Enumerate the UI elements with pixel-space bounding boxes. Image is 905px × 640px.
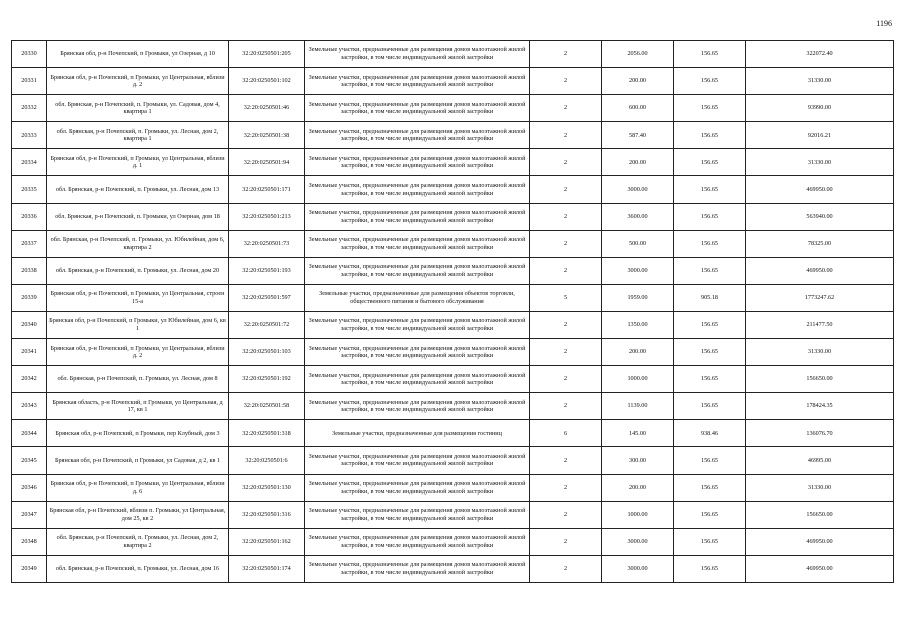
land-use-cell: Земельные участки, предназначенные для размещения домов малоэтажной жилой застройки, в том числе индивидуальной жилой застройки [305, 366, 530, 393]
use-group-cell: 2 [530, 366, 602, 393]
table-row [12, 41, 894, 68]
area-cell: 500.00 [602, 230, 674, 257]
use-group-cell: 2 [530, 95, 602, 122]
specific-value-cell: 156.65 [674, 230, 746, 257]
use-group-cell: 2 [530, 230, 602, 257]
row-number-cell: 20337 [12, 230, 47, 257]
cadastral-number-cell: 32:20:0250501:103 [229, 339, 305, 366]
land-use-cell: Земельные участки, предназначенные для размещения домов малоэтажной жилой застройки, в том числе индивидуальной жилой застройки [305, 176, 530, 203]
table-row [12, 528, 894, 555]
address-cell: обл. Брянская, р-н Почепский, п. Громыки, ул. Лесная, дом 16 [47, 555, 229, 582]
specific-value-cell: 156.65 [674, 68, 746, 95]
table-row [12, 149, 894, 176]
address-cell: обл. Брянская, р-н Почепский, п. Громыки, ул. Садовая, дом 4, квартира 1 [47, 95, 229, 122]
address-cell: Брянская область, р-н Почепский, п Громыки, ул Центральная, д 17, кв 1 [47, 393, 229, 420]
cadastral-number-cell: 32:20:0250501:318 [229, 420, 305, 447]
cadastral-number-cell: 32:20:0250501:38 [229, 122, 305, 149]
row-number-cell: 20338 [12, 257, 47, 284]
address-cell: обл. Брянская, р-н Почепский, п. Громыки, ул Озерная, дом 18 [47, 203, 229, 230]
row-number-cell: 20332 [12, 95, 47, 122]
cadastral-number-cell: 32:20:0250501:174 [229, 555, 305, 582]
land-use-cell: Земельные участки, предназначенные для размещения домов малоэтажной жилой застройки, в том числе индивидуальной жилой застройки [305, 447, 530, 474]
address-cell: Брянская обл, р-н Почепский, п Громыки, ул Центральная, вблизи д. 2 [47, 68, 229, 95]
table-row [12, 447, 894, 474]
area-cell: 1959.00 [602, 284, 674, 311]
table-row [12, 555, 894, 582]
specific-value-cell: 156.65 [674, 474, 746, 501]
area-cell: 1000.00 [602, 366, 674, 393]
specific-value-cell: 156.65 [674, 393, 746, 420]
page-number: 1196 [876, 19, 892, 28]
cadastral-number-cell: 32:20:0250501:205 [229, 41, 305, 68]
cadastral-value-cell: 469950.00 [746, 555, 894, 582]
area-cell: 1000.00 [602, 501, 674, 528]
cadastral-number-cell: 32:20:0250501:597 [229, 284, 305, 311]
land-registry-table [11, 40, 894, 583]
use-group-cell: 2 [530, 203, 602, 230]
row-number-cell: 20334 [12, 149, 47, 176]
area-cell: 200.00 [602, 474, 674, 501]
cadastral-number-cell: 32:20:0250501:6 [229, 447, 305, 474]
land-use-cell: Земельные участки, предназначенные для размещения домов малоэтажной жилой застройки, в том числе индивидуальной жилой застройки [305, 474, 530, 501]
area-cell: 1350.00 [602, 311, 674, 338]
cadastral-number-cell: 32:20:0250501:58 [229, 393, 305, 420]
use-group-cell: 2 [530, 501, 602, 528]
table-row [12, 311, 894, 338]
row-number-cell: 20349 [12, 555, 47, 582]
land-use-cell: Земельные участки, предназначенные для размещения домов малоэтажной жилой застройки, в том числе индивидуальной жилой застройки [305, 68, 530, 95]
use-group-cell: 2 [530, 122, 602, 149]
specific-value-cell: 156.65 [674, 41, 746, 68]
address-cell: обл. Брянская, р-н Почепский, п. Громыки, ул. Лесная, дом 13 [47, 176, 229, 203]
cadastral-number-cell: 32:20:0250501:72 [229, 311, 305, 338]
address-cell: обл. Брянская, р-н Почепский, п. Громыки, ул. Лесная, дом 2, квартира 2 [47, 528, 229, 555]
cadastral-value-cell: 46995.00 [746, 447, 894, 474]
table-body [12, 41, 894, 583]
cadastral-number-cell: 32:20:0250501:213 [229, 203, 305, 230]
cadastral-number-cell: 32:20:0250501:171 [229, 176, 305, 203]
area-cell: 1139.00 [602, 393, 674, 420]
cadastral-value-cell: 92016.21 [746, 122, 894, 149]
specific-value-cell: 905.18 [674, 284, 746, 311]
row-number-cell: 20330 [12, 41, 47, 68]
land-use-cell: Земельные участки, предназначенные для размещения домов малоэтажной жилой застройки, в том числе индивидуальной жилой застройки [305, 393, 530, 420]
table-row [12, 68, 894, 95]
address-cell: обл. Брянская, р-н Почепский, п. Громыки, ул. Лесная, дом 8 [47, 366, 229, 393]
row-number-cell: 20333 [12, 122, 47, 149]
cadastral-number-cell: 32:20:0250501:73 [229, 230, 305, 257]
cadastral-number-cell: 32:20:0250501:316 [229, 501, 305, 528]
area-cell: 145.00 [602, 420, 674, 447]
cadastral-value-cell: 31330.00 [746, 68, 894, 95]
row-number-cell: 20342 [12, 366, 47, 393]
use-group-cell: 2 [530, 528, 602, 555]
row-number-cell: 20340 [12, 311, 47, 338]
table-row [12, 284, 894, 311]
table-row [12, 176, 894, 203]
row-number-cell: 20343 [12, 393, 47, 420]
land-use-cell: Земельные участки, предназначенные для размещения домов малоэтажной жилой застройки, в том числе индивидуальной жилой застройки [305, 311, 530, 338]
table-row [12, 122, 894, 149]
cadastral-value-cell: 78325.00 [746, 230, 894, 257]
table-row [12, 366, 894, 393]
cadastral-value-cell: 563940.00 [746, 203, 894, 230]
specific-value-cell: 156.65 [674, 176, 746, 203]
specific-value-cell: 156.65 [674, 257, 746, 284]
specific-value-cell: 156.65 [674, 203, 746, 230]
land-use-cell: Земельные участки, предназначенные для размещения домов малоэтажной жилой застройки, в том числе индивидуальной жилой застройки [305, 339, 530, 366]
address-cell: Брянская обл, р-н Почепский, п Громыки, ул Озерная, д 10 [47, 41, 229, 68]
row-number-cell: 20345 [12, 447, 47, 474]
table-row [12, 474, 894, 501]
area-cell: 600.00 [602, 95, 674, 122]
land-use-cell: Земельные участки, предназначенные для размещения домов малоэтажной жилой застройки, в том числе индивидуальной жилой застройки [305, 122, 530, 149]
table-row [12, 339, 894, 366]
cadastral-value-cell: 156650.00 [746, 366, 894, 393]
land-use-cell: Земельные участки, предназначенные для размещения домов малоэтажной жилой застройки, в том числе индивидуальной жилой застройки [305, 203, 530, 230]
land-use-cell: Земельные участки, предназначенные для размещения объектов торговли, общественного питания и бытового обслуживания [305, 284, 530, 311]
address-cell: Брянская обл, р-н Почепский, п Громыки, ул Садовая, д 2, кв 1 [47, 447, 229, 474]
area-cell: 2056.00 [602, 41, 674, 68]
use-group-cell: 2 [530, 555, 602, 582]
area-cell: 3000.00 [602, 555, 674, 582]
cadastral-number-cell: 32:20:0250501:130 [229, 474, 305, 501]
land-use-cell: Земельные участки, предназначенные для размещения домов малоэтажной жилой застройки, в том числе индивидуальной жилой застройки [305, 555, 530, 582]
cadastral-value-cell: 469950.00 [746, 528, 894, 555]
specific-value-cell: 156.65 [674, 555, 746, 582]
cadastral-number-cell: 32:20:0250501:192 [229, 366, 305, 393]
row-number-cell: 20347 [12, 501, 47, 528]
address-cell: Брянская обл, р-н Почепский, п Громыки, ул Центральная, вблизи д. 1 [47, 149, 229, 176]
address-cell: Брянская обл, р-н Почепский, п Громыки, ул Центральная, вблизи д. 6 [47, 474, 229, 501]
cadastral-value-cell: 31330.00 [746, 339, 894, 366]
area-cell: 587.40 [602, 122, 674, 149]
specific-value-cell: 156.65 [674, 447, 746, 474]
row-number-cell: 20336 [12, 203, 47, 230]
area-cell: 200.00 [602, 149, 674, 176]
address-cell: обл. Брянская, р-н Почепский, п. Громыки, ул. Лесная, дом 2, квартира 1 [47, 122, 229, 149]
row-number-cell: 20341 [12, 339, 47, 366]
cadastral-number-cell: 32:20:0250501:46 [229, 95, 305, 122]
cadastral-number-cell: 32:20:0250501:193 [229, 257, 305, 284]
use-group-cell: 2 [530, 339, 602, 366]
row-number-cell: 20348 [12, 528, 47, 555]
land-use-cell: Земельные участки, предназначенные для размещения домов малоэтажной жилой застройки, в том числе индивидуальной жилой застройки [305, 257, 530, 284]
use-group-cell: 2 [530, 68, 602, 95]
use-group-cell: 6 [530, 420, 602, 447]
area-cell: 3000.00 [602, 257, 674, 284]
specific-value-cell: 156.65 [674, 366, 746, 393]
cadastral-value-cell: 178424.35 [746, 393, 894, 420]
address-cell: Брянская обл, р-н Почепский, п Громыки, ул Центральная, строен 15-а [47, 284, 229, 311]
cadastral-number-cell: 32:20:0250501:162 [229, 528, 305, 555]
table-row [12, 420, 894, 447]
area-cell: 200.00 [602, 68, 674, 95]
specific-value-cell: 156.65 [674, 95, 746, 122]
area-cell: 3000.00 [602, 176, 674, 203]
table-row [12, 393, 894, 420]
land-use-cell: Земельные участки, предназначенные для размещения домов малоэтажной жилой застройки, в том числе индивидуальной жилой застройки [305, 501, 530, 528]
land-use-cell: Земельные участки, предназначенные для размещения домов малоэтажной жилой застройки, в том числе индивидуальной жилой застройки [305, 149, 530, 176]
table-row [12, 257, 894, 284]
land-use-cell: Земельные участки, предназначенные для размещения домов малоэтажной жилой застройки, в том числе индивидуальной жилой застройки [305, 95, 530, 122]
table-row [12, 501, 894, 528]
cadastral-number-cell: 32:20:0250501:102 [229, 68, 305, 95]
cadastral-value-cell: 31330.00 [746, 149, 894, 176]
row-number-cell: 20331 [12, 68, 47, 95]
cadastral-value-cell: 31330.00 [746, 474, 894, 501]
row-number-cell: 20344 [12, 420, 47, 447]
specific-value-cell: 156.65 [674, 149, 746, 176]
table-row [12, 203, 894, 230]
specific-value-cell: 156.65 [674, 311, 746, 338]
land-use-cell: Земельные участки, предназначенные для размещения гостиниц [305, 420, 530, 447]
area-cell: 3600.00 [602, 203, 674, 230]
cadastral-value-cell: 136076.70 [746, 420, 894, 447]
cadastral-value-cell: 156650.00 [746, 501, 894, 528]
land-use-cell: Земельные участки, предназначенные для размещения домов малоэтажной жилой застройки, в том числе индивидуальной жилой застройки [305, 230, 530, 257]
use-group-cell: 2 [530, 176, 602, 203]
cadastral-value-cell: 469950.00 [746, 176, 894, 203]
specific-value-cell: 938.46 [674, 420, 746, 447]
row-number-cell: 20346 [12, 474, 47, 501]
cadastral-value-cell: 469950.00 [746, 257, 894, 284]
cadastral-number-cell: 32:20:0250501:94 [229, 149, 305, 176]
cadastral-value-cell: 1773247.62 [746, 284, 894, 311]
cadastral-value-cell: 322072.40 [746, 41, 894, 68]
cadastral-value-cell: 211477.50 [746, 311, 894, 338]
table-row [12, 230, 894, 257]
address-cell: Брянская обл, р-н Почепский, п Громыки, ул Центральная, вблизи д. 2 [47, 339, 229, 366]
use-group-cell: 2 [530, 393, 602, 420]
area-cell: 3000.00 [602, 528, 674, 555]
row-number-cell: 20335 [12, 176, 47, 203]
address-cell: Брянская обл, р-н Почепский, п Громыки, ул Юбилейная, дом 6, кв 1 [47, 311, 229, 338]
cadastral-value-cell: 93990.00 [746, 95, 894, 122]
address-cell: Брянская обл, р-н Почепский, вблизи п. Громыки, ул Центральная, дом 25, кв 2 [47, 501, 229, 528]
specific-value-cell: 156.65 [674, 339, 746, 366]
use-group-cell: 5 [530, 284, 602, 311]
address-cell: Брянская обл, р-н Почепский, п Громыки, пер Клубный, дом 3 [47, 420, 229, 447]
land-use-cell: Земельные участки, предназначенные для размещения домов малоэтажной жилой застройки, в том числе индивидуальной жилой застройки [305, 528, 530, 555]
use-group-cell: 2 [530, 41, 602, 68]
row-number-cell: 20339 [12, 284, 47, 311]
table-row [12, 95, 894, 122]
specific-value-cell: 156.65 [674, 528, 746, 555]
use-group-cell: 2 [530, 149, 602, 176]
area-cell: 300.00 [602, 447, 674, 474]
use-group-cell: 2 [530, 474, 602, 501]
specific-value-cell: 156.65 [674, 501, 746, 528]
land-use-cell: Земельные участки, предназначенные для размещения домов малоэтажной жилой застройки, в том числе индивидуальной жилой застройки [305, 41, 530, 68]
area-cell: 200.00 [602, 339, 674, 366]
use-group-cell: 2 [530, 447, 602, 474]
address-cell: обл. Брянская, р-н Почепский, п. Громыки, ул. Лесная, дом 20 [47, 257, 229, 284]
use-group-cell: 2 [530, 257, 602, 284]
specific-value-cell: 156.65 [674, 122, 746, 149]
address-cell: обл. Брянская, р-н Почепский, п. Громыки, ул. Юбилейная, дом 6, квартира 2 [47, 230, 229, 257]
use-group-cell: 2 [530, 311, 602, 338]
